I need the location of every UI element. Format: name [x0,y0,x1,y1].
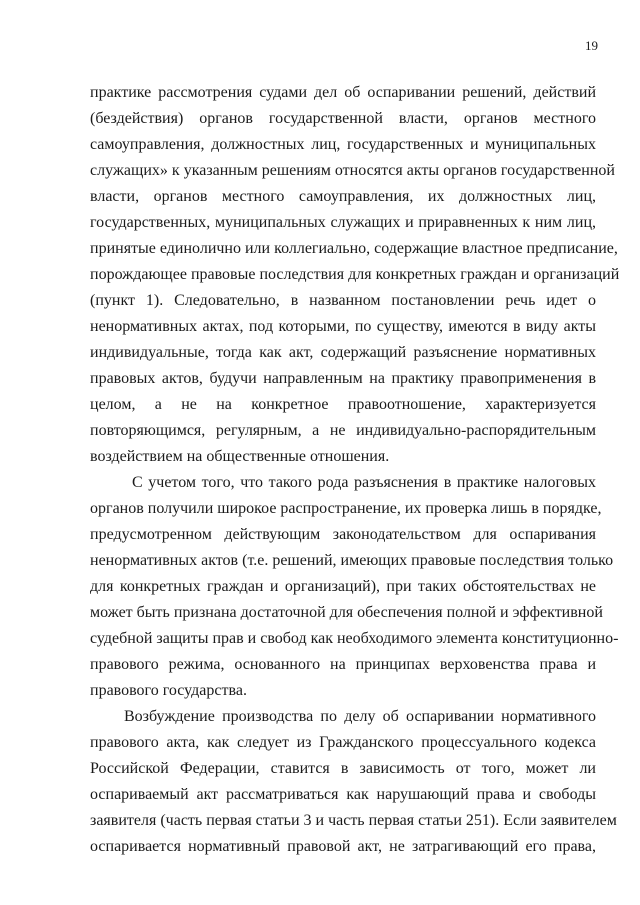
text-line: органов получили широкое распространение, их проверка лишь в порядке, [90,500,602,517]
page-number: 19 [585,38,598,53]
text-line: практике рассмотрения судами дел об оспаривании решений, действий [90,84,596,101]
text-line: повторяющимся, регулярным, а не индивидуально-распорядительным [90,422,596,439]
text-line: правовых актов, будучи направленным на практику правоприменения в [90,370,596,387]
text-line: для конкретных граждан и организаций), при таких обстоятельствах не [90,578,596,595]
text-line: Возбуждение производства по делу об оспаривании нормативного [124,708,596,725]
text-line: (бездействия) органов государственной власти, органов местного [90,110,596,127]
text-line: принятые единолично или коллегиально, содержащие властное предписание, [90,240,618,257]
text-line: оспаривается нормативный правовой акт, не затрагивающий его права, [90,838,596,855]
paragraph-1 [90,80,620,470]
text-line: самоуправления, должностных лиц, государственных и муниципальных [90,136,596,153]
text-line: ненормативных актов (т.е. решений, имеющих правовые последствия только [90,552,614,569]
text-line: Российской Федерации, ставится в зависимость от того, может ли [90,760,596,777]
text-line: может быть признана достаточной для обеспечения полной и эффективной [90,604,603,621]
text-line: служащих» к указанным решениям относятся акты органов государственной [90,162,615,179]
document-body [90,80,620,860]
text-line: правового акта, как следует из Гражданского процессуального кодекса [90,734,596,751]
text-line: С учетом того, что такого рода разъяснения в практике налоговых [132,474,596,491]
text-line: ненормативных актах, под которыми, по существу, имеются в виду акты [90,318,596,335]
text-line: целом, а не на конкретное правоотношение, характеризуется [90,396,596,413]
text-line: порождающее правовые последствия для конкретных граждан и организаций [90,266,620,283]
text-line: государственных, муниципальных служащих и приравненных к ним лиц, [90,214,596,231]
text-line: правового режима, основанного на принципах верховенства права и [90,656,596,673]
paragraph-3 [90,704,617,860]
text-line: судебной защиты прав и свобод как необходимого элемента конституционно- [90,630,619,647]
text-line: оспариваемый акт рассматриваться как нарушающий права и свободы [90,786,596,803]
text-line: правового государства. [90,682,247,699]
text-line: индивидуальные, тогда как акт, содержащий разъяснение нормативных [90,344,596,361]
paragraph-2 [90,470,619,704]
text-line: заявителя (часть первая статьи 3 и часть первая статьи 251). Если заявителем [90,812,617,829]
text-line: (пункт 1). Следовательно, в названном постановлении речь идет о [90,292,596,309]
text-line: воздействием на общественные отношения. [90,448,390,465]
text-line: власти, органов местного самоуправления, их должностных лиц, [90,188,596,205]
text-line: предусмотренном действующим законодательством для оспаривания [90,526,596,543]
